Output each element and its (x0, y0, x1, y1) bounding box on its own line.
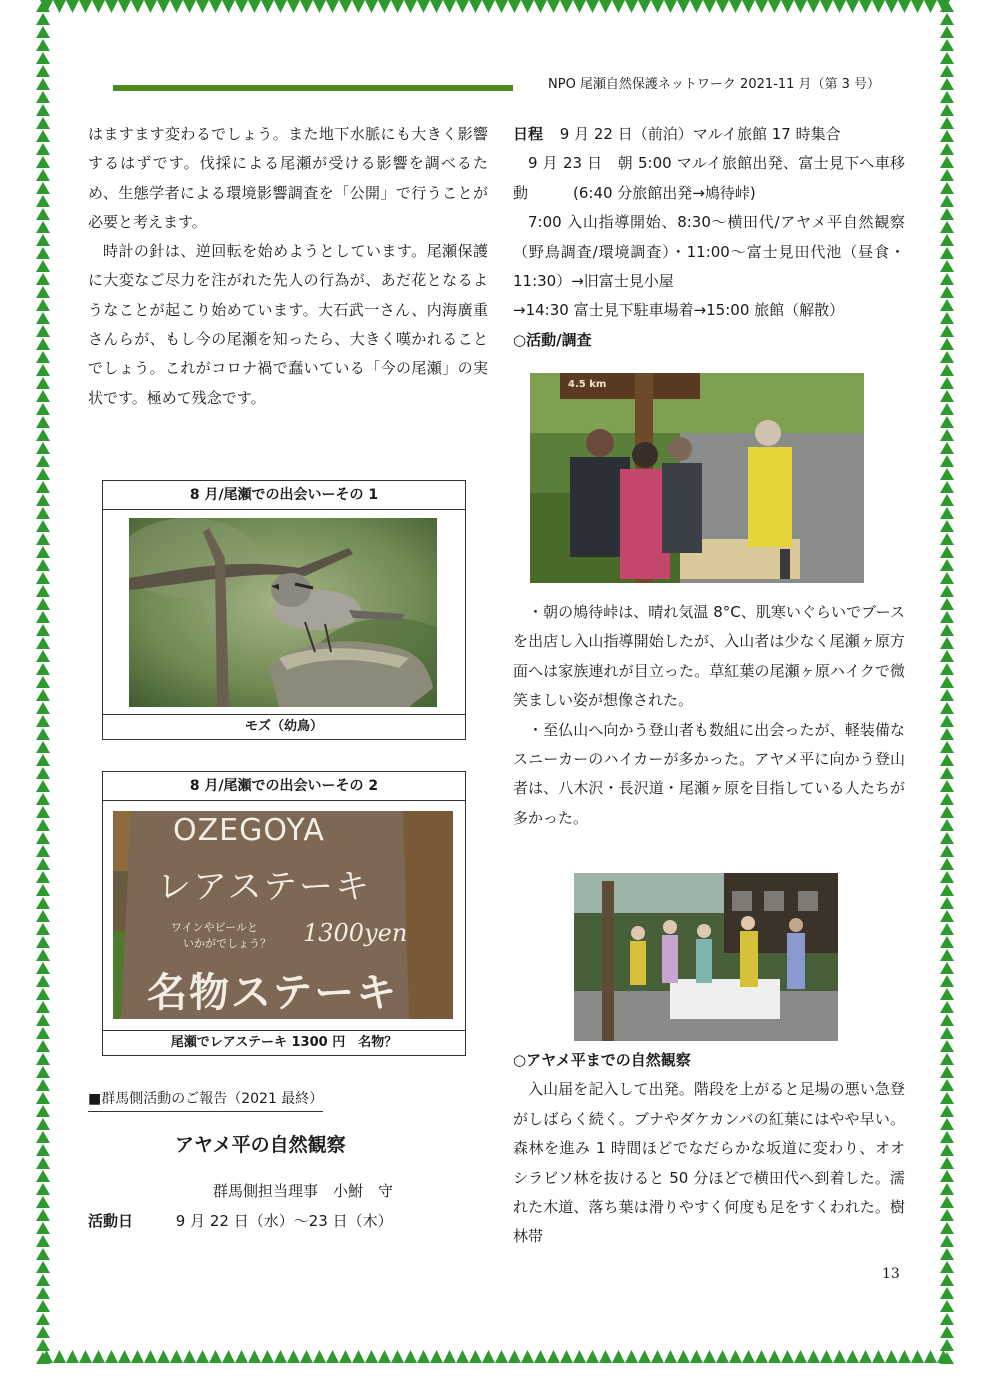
decorative-border-bottom (40, 1350, 950, 1364)
activity-date-value: 9 月 22 日（水）〜23 日（木） (175, 1212, 393, 1230)
decorative-border-top (40, 0, 950, 14)
schedule-timeline: 7:00 入山指導開始、8:30〜横田代/アヤメ平自然観察（野鳥調査/環境調査）・11:00〜富士見田代池（昼食・11:30）→旧富士見小屋 (513, 213, 905, 291)
newsletter-title: NPO 尾瀬自然保護ネットワーク 2021-11 月（第 3 号） (548, 77, 881, 92)
sign-text-rare-steak: レアステーキ (157, 867, 371, 907)
photo-steak-sign (113, 811, 453, 1019)
photo-group (574, 873, 838, 1041)
nature-text (513, 1046, 905, 1252)
section-tag: ■群馬側活動のご報告（2021 最終） (88, 1088, 323, 1112)
body-paragraph: はますます変わるでしょう。また地下水脈にも大きく影響するはずです。伐採による尾瀬が受ける影響を調べるため、生態学者による環境影響調査を「公開」で行うことが必要と考えます。 (88, 125, 488, 231)
photo-title: 8 月/尾瀬での出会いーその 2 (103, 772, 465, 801)
schedule-label: 日程 (513, 125, 544, 143)
schedule-end: →14:30 富士見下駐車場着→15:00 旅館（解散） (513, 301, 845, 320)
page-number: 13 (882, 1266, 900, 1282)
left-column (88, 120, 488, 413)
sign-text-price: 1300yen (303, 919, 408, 947)
activity-date (88, 1210, 393, 1231)
activity-text (513, 598, 905, 833)
sign-text-ozegoya: OZEGOYA (173, 813, 325, 848)
photo-title: 8 月/尾瀬での出会いーその 1 (103, 481, 465, 510)
activity-date-label: 活動日 (88, 1212, 134, 1230)
header-accent-bar (113, 85, 513, 91)
photo-frame-steak-sign (102, 771, 466, 1056)
sign-text-how-about: いかがでしょう？ (183, 937, 271, 950)
sign-text-wine: ワインやビールと (171, 921, 259, 934)
activity-paragraph: ・至仏山へ向かう登山者も数組に出会ったが、軽装備なスニーカーのハイカーが多かった。アヤメ平に向かう登山者は、八木沢・長沢道・尾瀬ヶ原を目指している人たちが多かった。 (513, 720, 905, 827)
nature-heading: ○アヤメ平までの自然観察 (513, 1051, 691, 1069)
article-title: アヤメ平の自然観察 (175, 1134, 346, 1156)
sign-text-specialty-steak: 名物ステーキ (147, 970, 399, 1016)
photo-frame-shrike (102, 480, 466, 740)
decorative-border-right (940, 0, 954, 1364)
decorative-border-left (36, 0, 50, 1364)
photo-caption: 尾瀬でレアステーキ 1300 円 名物？ (103, 1030, 465, 1055)
author-line: 群馬側担当理事 小鮒 守 (213, 1182, 394, 1200)
activity-paragraph: ・朝の鳩待峠は、晴れ気温 8°C、肌寒いぐらいでブースを出店し入山指導開始したが、入山者は少なく尾瀬ヶ原方面へは家族連れが目立った。草紅葉の尾瀬ヶ原ハイクで微笑ましい姿が想像された。 (513, 603, 905, 710)
right-column (513, 120, 905, 355)
trail-sign-text: 4.5 km (568, 379, 607, 390)
schedule-line (513, 120, 905, 149)
body-paragraph: 時計の針は、逆回転を始めようとしています。尾瀬保護に大変なご尽力を注がれた先人の行為が、あだ花となるようなことが起こり始めています。大石武一さん、内海廣重さんらが、もし今の尾瀬を知ったら、大きく嘆かれることでしょう。これがコロナ禍で蠢いている「今の尾瀬」の実状です。極めて残念です。 (88, 242, 488, 407)
photo-shrike (129, 518, 437, 707)
nature-paragraph: 入山届を記入して出発。階段を上がると足場の悪い急登がしばらく続く。ブナやダケカンバの紅葉にはやや早い。森林を進み 1 時間ほどでなだらかな坂道に変わり、オオシラビソ林を抜けると 50 分ほどで横田代へ到着した。濡れた木道、落ち葉は滑りやすく何度も足をすくわれた。樹林帯 (513, 1080, 905, 1246)
activity-heading: ○活動/調査 (513, 330, 592, 349)
photo-caption: モズ（幼鳥） (103, 714, 465, 739)
schedule-day2: 9 月 23 日 朝 5:00 マルイ旅館出発、富士見下へ車移動 (6:40 分旅館出発→鳩待峠) (513, 154, 905, 202)
photo-guidance-booth (530, 373, 864, 583)
schedule-day1: 9 月 22 日（前泊）マルイ旅館 17 時集合 (559, 125, 841, 143)
